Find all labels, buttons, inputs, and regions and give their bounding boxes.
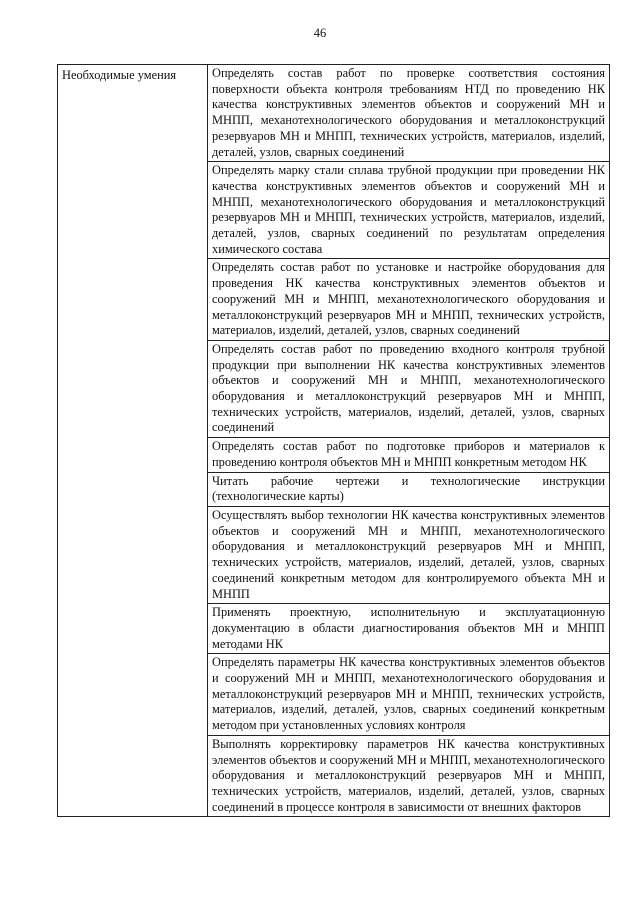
- skill-item: Определять состав работ по подготовке приборов и материалов к проведению контроля объектов МН и МНПП конкретным методом НК: [208, 438, 610, 472]
- skill-item: Выполнять корректировку параметров НК качества конструктивных элементов объектов и сооружений МН и МНПП, механотехнологического оборудования и металлоконструкций резервуаров МН и МНПП, технических устройств, материалов, изделий, деталей, узлов, сварных соединений в процессе контроля в зависимости от внешних факторов: [208, 735, 610, 817]
- skills-table: [57, 64, 610, 817]
- skill-item: Определять параметры НК качества конструктивных элементов объектов и сооружений МН и МНПП, механотехнологического оборудования и металлоконструкций резервуаров МН и МНПП, технических устройств, материалов, изделий, деталей, узлов, сварных соединений конкретным методом при установленных условиях контроля: [208, 654, 610, 736]
- skills-label-cell: Необходимые умения: [58, 65, 208, 817]
- skill-item: Определять марку стали сплава трубной продукции при проведении НК качества конструктивных элементов объектов и сооружений МН и МНПП, механотехнологического оборудования и металлоконструкций резервуаров МН и МНПП, технических устройств, материалов, изделий, деталей, узлов, сварных соединений по результатам определения химического состава: [208, 162, 610, 259]
- skill-item: Читать рабочие чертежи и технологические инструкции (технологические карты): [208, 472, 610, 506]
- skill-item: Осуществлять выбор технологии НК качества конструктивных элементов объектов и сооружений МН и МНПП, механотехнологического оборудования и металлоконструкций резервуаров МН и МНПП, технических устройств, материалов, изделий, деталей, узлов, сварных соединений конкретным методом для контролируемого объекта МН и МНПП: [208, 506, 610, 603]
- skill-item: Определять состав работ по проведению входного контроля трубной продукции при выполнении НК качества конструктивных элементов объектов и сооружений МН и МНПП, механотехнологического оборудования и металлоконструкций резервуаров МН и МНПП, технических устройств, материалов, изделий, деталей, узлов, сварных соединений: [208, 340, 610, 437]
- skill-item: Определять состав работ по проверке соответствия состояния поверхности объекта контроля требованиям НТД по проведению НК качества конструктивных элементов объектов и сооружений МН и МНПП, механотехнологического оборудования и металлоконструкций резервуаров МН и МНПП, технических устройств, материалов, изделий, деталей, узлов, сварных соединений: [208, 65, 610, 162]
- table-row: [58, 65, 610, 162]
- skill-item: Применять проектную, исполнительную и эксплуатационную документацию в области диагностирования объектов МН и МНПП методами НК: [208, 604, 610, 654]
- page-number: 46: [313, 26, 327, 40]
- skill-item: Определять состав работ по установке и настройке оборудования для проведения НК качества конструктивных элементов объектов и сооружений МН и МНПП, механотехнологического оборудования и металлоконструкций резервуаров МН и МНПП, технических устройств, материалов, изделий, деталей, узлов, сварных соединений: [208, 259, 610, 341]
